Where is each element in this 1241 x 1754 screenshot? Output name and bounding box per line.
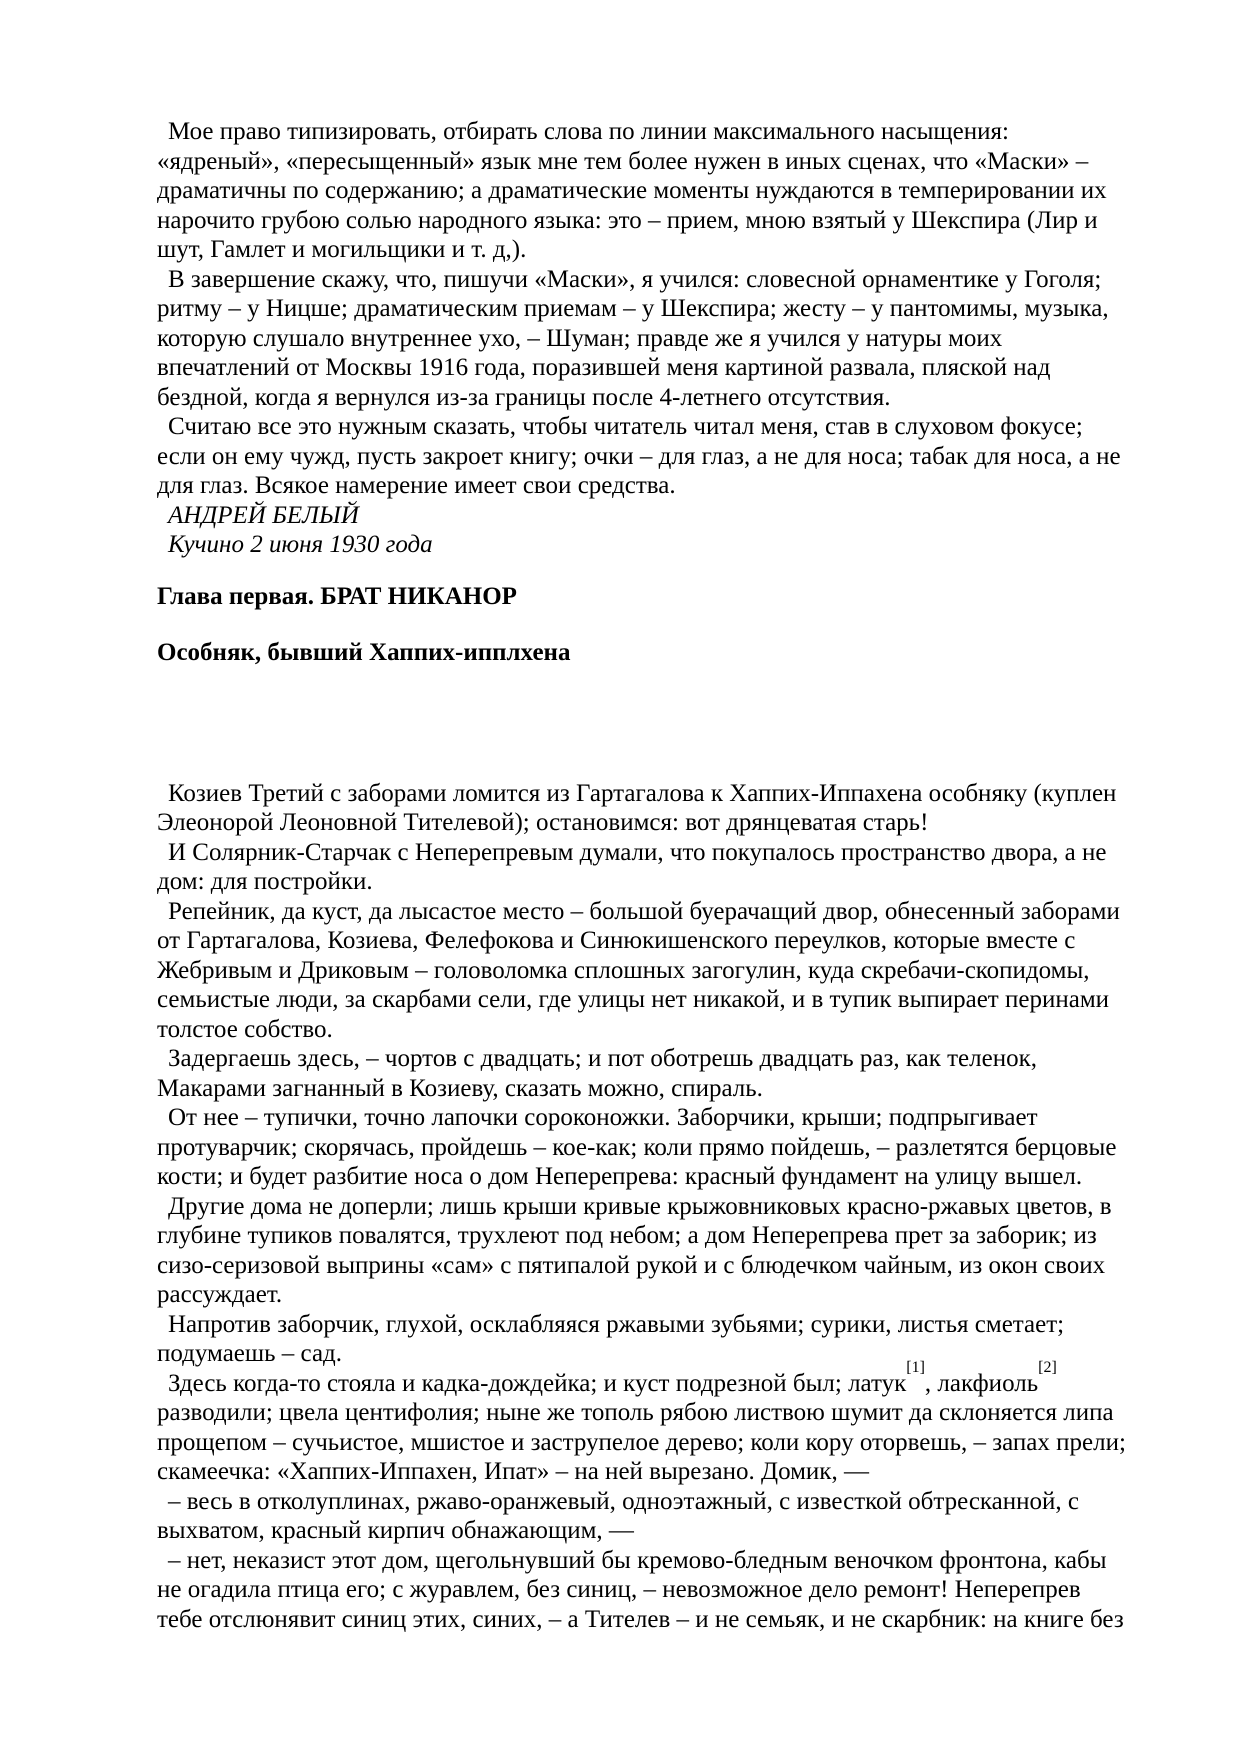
text-line: протуварчик; скорячась, пройдешь – кое-как; коли прямо пойдешь, – разлетятся берцовые [157,1133,1117,1161]
text-line: Элеонорой Леоновной Тителевой); остановимся: вот дрянцеватая старь! [157,809,929,836]
footnote-ref[interactable]: [2] [1038,1359,1057,1377]
text-line: Другие дома не доперли; лишь крыши кривые крыжовниковых красно-ржавых цветов, в [168,1192,1112,1220]
text-line: прощепом – сучьистое, мшистое и заструпелое дерево; коли кору оторвешь, – запах прели; [157,1428,1126,1456]
text-line: если он ему чужд, пусть закроет книгу; очки – для глаз, а не для носа; табак для носа, а не [157,442,1121,470]
paragraph [157,1192,1241,1310]
text-line: нарочито грубою солью народного языка: это – прием, мною взятый у Шекспира (Лир и [157,206,1098,234]
text-line: «ядреный», «пересыщенный» язык мне тем более нужен в иных сценах, что «Маски» – [157,147,1089,175]
paragraph [157,1487,1241,1546]
text-line: Мое право типизировать, отбирать слова по линии максимального насыщения: [168,118,1009,145]
text-line: Считаю все это нужным сказать, чтобы читатель читал меня, став в слуховом фокусе; [168,413,1083,440]
chapter-title: Глава первая. БРАТ НИКАНОР [157,582,517,610]
body-text [157,779,1241,1635]
paragraph [157,838,1241,897]
footnote-ref[interactable]: [1] [906,1359,925,1377]
text-line: бездной, когда я вернулся из-за границы после 4-летнего отсутствия. [157,383,891,411]
text-line: кости; и будет разбитие носа о дом Неперепрева: красный фундамент на улицу вышел. [157,1163,1083,1190]
text-line: И Солярник-Старчак с Неперепревым думали, что покупалось пространство двора, а не [168,838,1107,866]
text-line: скамеечка: «Хаппих-Иппахен, Ипат» – на ней вырезано. Домик, — [157,1458,869,1485]
text-line: подумаешь – сад. [157,1340,343,1367]
paragraph [157,265,1241,413]
text-line: выхватом, красный кирпич обнажающим, — [157,1517,634,1544]
text-line: Макарами загнанный в Козиеву, сказать можно, спираль. [157,1074,763,1102]
section-subtitle: Особняк, бывший Хаппих-ипплхена [157,639,571,666]
text-line: драматичны по содержанию; а драматические моменты нуждаются в темперировании их [157,177,1107,204]
text-line: разводили; цвела центифолия; ныне же тополь рябою листвою шумит да склоняется липа [157,1399,1114,1426]
text-line: семьистые люди, за скарбами сели, где улицы нет никакой, и в тупик выпирает перинами [157,986,1110,1013]
paragraph [157,1103,1241,1192]
paragraph [157,1310,1241,1369]
author-signature: АНДРЕЙ БЕЛЫЙ [168,501,359,529]
text-line: Репейник, да куст, да лысастое место – большой буерачащий двор, обнесенный заборами [168,897,1120,925]
text-line: которую слушало внутреннее ухо, – Шуман; правде же я учился у натуры моих [157,324,1003,352]
preface-text [157,117,1241,501]
text-line: сизо-серизовой выприны «сам» с пятипалой рукой и с блюдечком чайным, из окон своих [157,1251,1106,1279]
text-line: от Гартагалова, Козиева, Фелефокова и Синюкишенского переулков, которые вместе с [157,927,1076,954]
text-line: От нее – тупички, точно лапочки сороконожки. Заборчики, крыши; подпрыгивает [168,1104,1038,1131]
text-line: толстое собство. [157,1015,333,1043]
text-line: глубине тупиков повалятся, трухлеют под небом; а дом Неперепрева прет за заборик; из [157,1222,1097,1249]
paragraph [157,117,1241,265]
paragraph [157,1044,1241,1103]
text-line: дом: для постройки. [157,868,373,895]
text-line: Напротив заборчик, глухой, осклабляяся ржавыми зубьями; сурики, листья сметает; [168,1310,1065,1338]
text-line: не огадила птица его; с журавлем, без синиц, – невозможное дело ремонт! Неперепрев [157,1576,1081,1603]
text-line: шут, Гамлет и могильщики и т. д,). [157,236,527,263]
paragraph [157,779,1241,838]
paragraph [157,412,1241,501]
paragraph [157,1359,1241,1487]
paragraph [157,1546,1241,1635]
text-line: рассуждает. [157,1281,283,1308]
text-line: В завершение скажу, что, пишучи «Маски», я учился: словесной орнаментике у Гоголя; [168,265,1102,293]
text-line: тебе отслюнявит синиц этих, синих, – а Тителев – и не семьяк, и не скарбник: на книге без [157,1605,1124,1633]
text-line: Козиев Третий с заборами ломится из Гартагалова к Хаппих-Иппахена особняку (куплен [168,779,1117,807]
text-line: Здесь когда-то стояла и кадка-дождейка; и куст подрезной был; латук[1], лакфиоль[2] [168,1359,1057,1397]
signature-date: Кучино 2 июня 1930 года [168,531,433,558]
text-line: – нет, неказист этот дом, щегольнувший бы кремово-бледным веночком фронтона, кабы [168,1546,1107,1574]
signature-block [157,501,1241,560]
paragraph [157,897,1241,1045]
text-line: для глаз. Всякое намерение имеет свои средства. [157,472,676,499]
text-line: Жебривым и Дриковым – головоломка сплошных загогулин, куда скребачи-скопидомы, [157,956,1090,984]
text-line: Задергаешь здесь, – чортов с двадцать; и пот оботрешь двадцать раз, как теленок, [168,1045,1037,1072]
text-line: – весь в отколуплинах, ржаво-оранжевый, одноэтажный, с известкой обтресканной, с [168,1487,1080,1515]
text-line: впечатлений от Москвы 1916 года, поразившей меня картиной развала, пляской над [157,354,1051,381]
text-line: ритму – у Ницше; драматическим приемам – у Шекспира; жесту – у пантомимы, музыка, [157,295,1109,322]
